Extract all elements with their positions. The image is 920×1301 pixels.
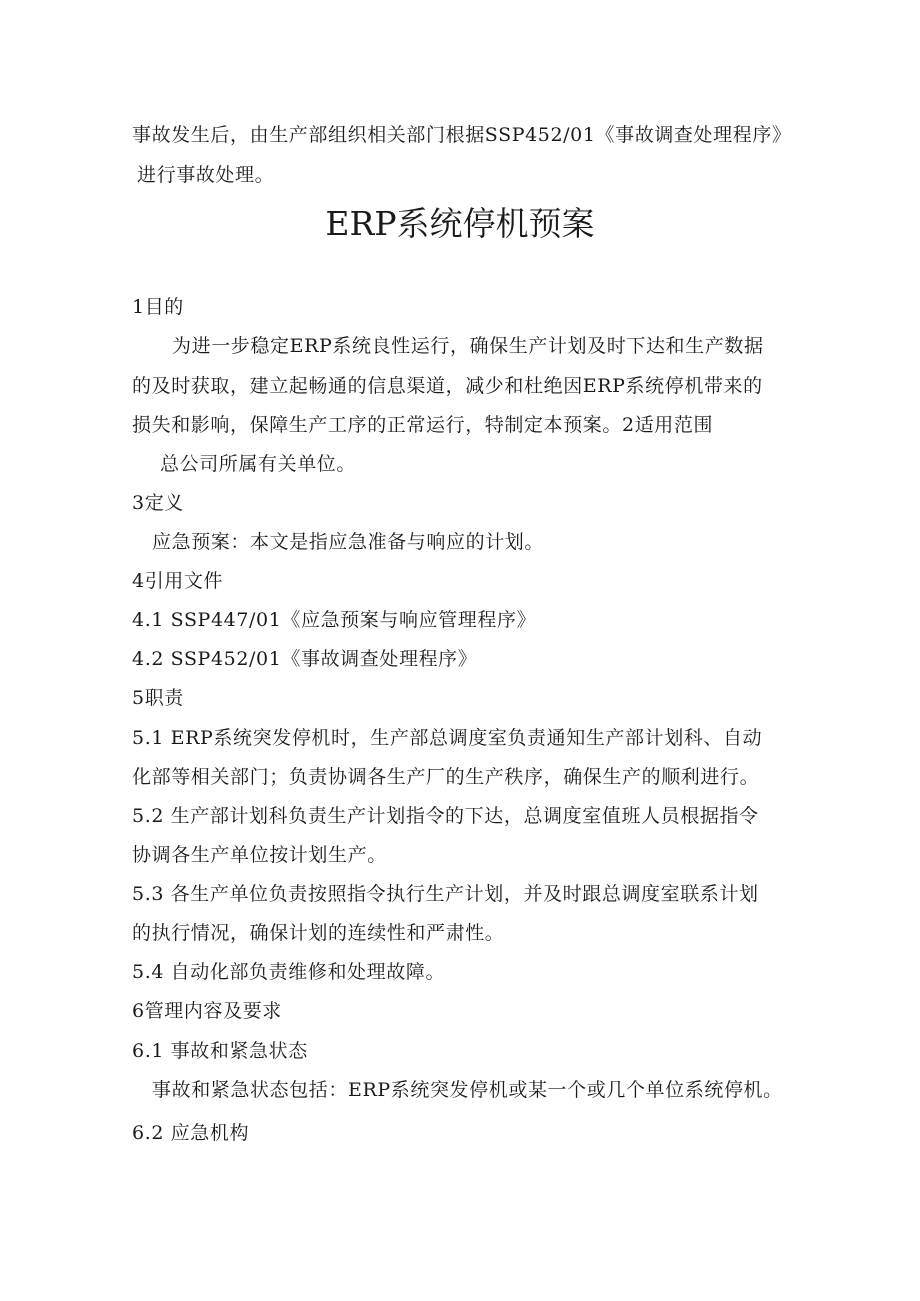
definition-heading: 3定义 [132,492,184,514]
duty-5-3-line-1: 5.3 各生产单位负责按照指令执行生产计划，并及时跟总调度室联系计划 [132,883,759,905]
reference-item-2: 4.2 SSP452/01《事故调查处理程序》 [132,648,478,670]
management-6-1-heading: 6.1 事故和紧急状态 [132,1040,308,1062]
reference-item-1: 4.1 SSP447/01《应急预案与响应管理程序》 [132,609,537,631]
duty-5-3-line-2: 的执行情况，确保计划的连续性和严肃性。 [132,922,505,944]
management-6-2-heading: 6.2 应急机构 [132,1122,250,1144]
duty-5-4: 5.4 自动化部负责维修和处理故障。 [132,961,446,983]
references-heading: 4引用文件 [132,570,224,592]
purpose-line-3: 损失和影响，保障生产工序的正常运行，特制定本预案。2适用范围 [132,414,714,436]
management-heading: 6管理内容及要求 [132,1000,282,1022]
duties-heading: 5职责 [132,687,184,709]
management-6-1-text: 事故和紧急状态包括：ERP系统突发停机或某一个或几个单位系统停机。 [152,1079,783,1101]
intro-line-2: 进行事故处理。 [137,164,275,186]
definition-text: 应急预案：本文是指应急准备与响应的计划。 [152,531,545,553]
purpose-heading: 1目的 [132,296,184,318]
duty-5-2-line-1: 5.2 生产部计划科负责生产计划指令的下达，总调度室值班人员根据指令 [132,805,759,827]
scope-text: 总公司所属有关单位。 [160,453,357,475]
duty-5-1-line-2: 化部等相关部门；负责协调各生产厂的生产秩序，确保生产的顺利进行。 [132,766,760,788]
duty-5-2-line-2: 协调各生产单位按计划生产。 [132,844,387,866]
purpose-line-2: 的及时获取，建立起畅通的信息渠道，减少和杜绝因ERP系统停机带来的 [132,375,763,397]
document-title: ERP系统停机预案 [325,204,595,243]
purpose-line-1: 为进一步稳定ERP系统良性运行，确保生产计划及时下达和生产数据 [172,335,764,357]
intro-line-1: 事故发生后，由生产部组织相关部门根据SSP452/01《事故调查处理程序》 [132,124,792,146]
duty-5-1-line-1: 5.1 ERP系统突发停机时，生产部总调度室负责通知生产部计划科、自动 [132,727,763,749]
